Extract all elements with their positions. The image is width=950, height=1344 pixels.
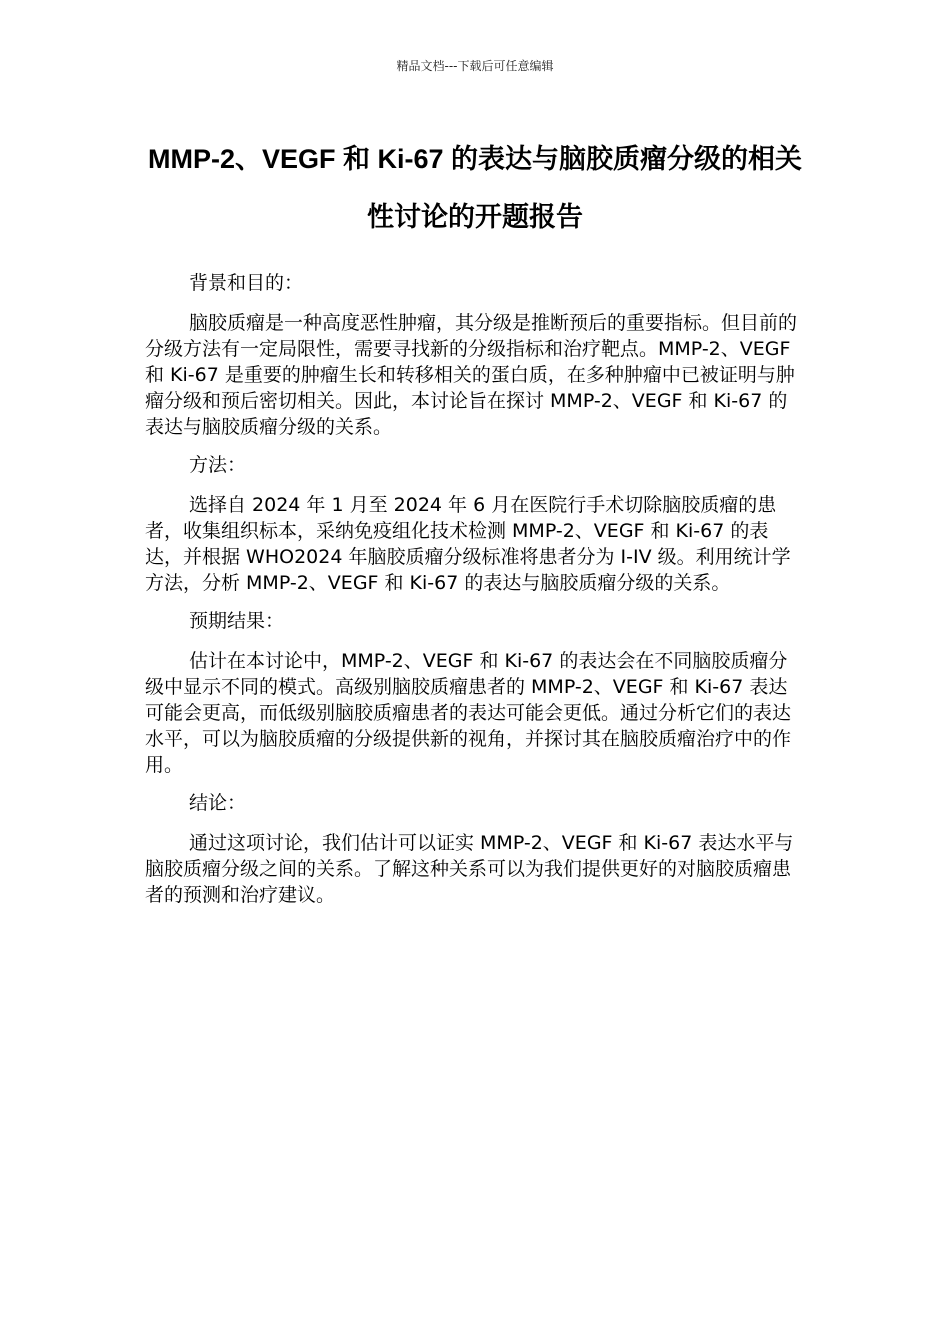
section-text-conclusion: 通过这项讨论，我们估计可以证实 MMP-2、VEGF 和 Ki-67 表达水平与脑胶质瘤分级之间的关系。了解这种关系可以为我们提供更好的对脑胶质瘤患者的预测和治疗建议。 <box>145 832 794 906</box>
section-heading-conclusion: 结论： <box>189 792 247 814</box>
header-note: 精品文档---下载后可任意编辑 <box>396 59 554 73</box>
section-heading-background: 背景和目的： <box>189 272 304 294</box>
section-text-expected-results: 估计在本讨论中，MMP-2、VEGF 和 Ki-67 的表达会在不同脑胶质瘤分级中显示不同的模式。高级别脑胶质瘤患者的 MMP-2、VEGF 和 Ki-67 表达可能会更高，而低级别脑胶质瘤患者的表达可能会更低。通过分析它们的表达水平，可以为脑胶质瘤的分级提供新的视角，并探讨其在脑胶质瘤治疗中的作用。 <box>145 650 792 776</box>
section-text-methods: 选择自 2024 年 1 月至 2024 年 6 月在医院行手术切除脑胶质瘤的患者，收集组织标本，采纳免疫组化技术检测 MMP-2、VEGF 和 Ki-67 的表达，并根据 WHO2024 年脑胶质瘤分级标准将患者分为 I-IV 级。利用统计学方法，分析 MMP-2、VEGF 和 Ki-67 的表达与脑胶质瘤分级的关系。 <box>145 494 791 594</box>
document-body <box>145 270 805 920</box>
section-heading-expected-results: 预期结果： <box>189 610 285 632</box>
document-title: MMP-2、VEGF 和 Ki-67 的表达与脑胶质瘤分级的相关性讨论的开题报告 <box>147 144 803 232</box>
section-text-background: 脑胶质瘤是一种高度恶性肿瘤，其分级是推断预后的重要指标。但目前的分级方法有一定局限性，需要寻找新的分级指标和治疗靶点。MMP-2、VEGF 和 Ki-67 是重要的肿瘤生长和转移相关的蛋白质，在多种肿瘤中已被证明与肿瘤分级和预后密切相关。因此，本讨论旨在探讨 MMP-2、VEGF 和 Ki-67 的表达与脑胶质瘤分级的关系。 <box>145 312 798 438</box>
section-heading-methods: 方法： <box>189 454 247 476</box>
